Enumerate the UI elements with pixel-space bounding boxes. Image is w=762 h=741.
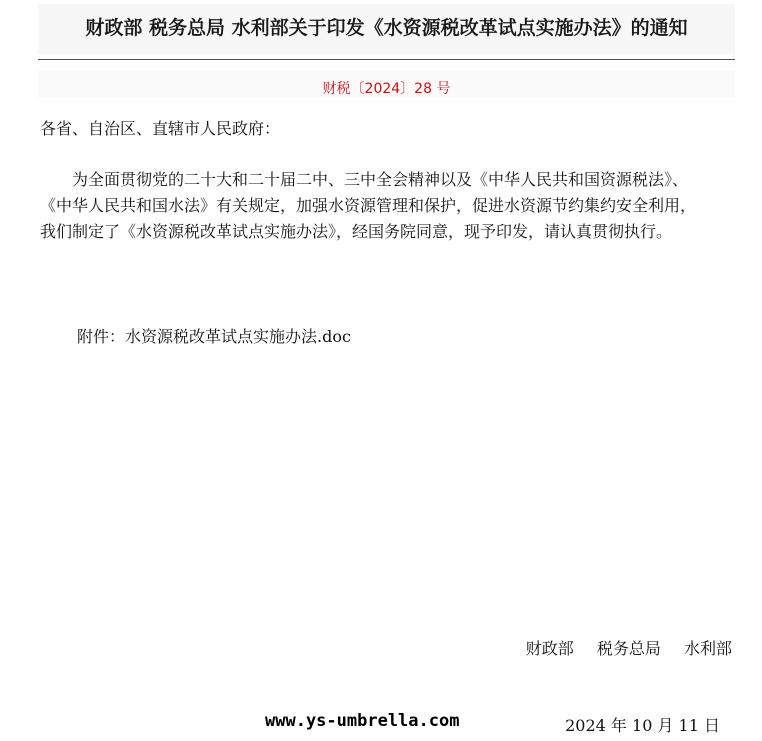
signer-tax-administration: 税务总局	[596, 639, 661, 658]
attachment-link[interactable]: 水资源税改革试点实施办法.doc	[125, 327, 351, 346]
paragraph-line-3: 我们制定了《水资源税改革试点实施办法》，经国务院同意，现予印发，请认真贯彻执行。	[40, 222, 673, 241]
paragraph-line-1: 为全面贯彻党的二十大和二十届二中、三中全会精神以及《中华人民共和国资源税法》、	[40, 170, 689, 189]
title-divider	[38, 59, 735, 60]
document-title: 财政部 税务总局 水利部关于印发《水资源税改革试点实施办法》的通知	[85, 17, 688, 39]
attachment-label: 附件：	[77, 327, 126, 346]
attachment	[77, 324, 351, 347]
issue-date: 2024 年 10 月 11 日	[565, 716, 720, 735]
website-watermark: www.ys-umbrella.com	[265, 711, 460, 731]
salutation: 各省、自治区、直辖市人民政府：	[40, 119, 281, 138]
signers	[526, 636, 732, 659]
paragraph-line-2: 《中华人民共和国水法》有关规定，加强水资源管理和保护，促进水资源节约集约安全利用，	[40, 196, 697, 215]
signer-ministry-of-finance: 财政部	[525, 639, 574, 658]
signer-ministry-of-water: 水利部	[683, 639, 732, 658]
doc-number: 财税〔2024〕28 号	[322, 81, 451, 97]
